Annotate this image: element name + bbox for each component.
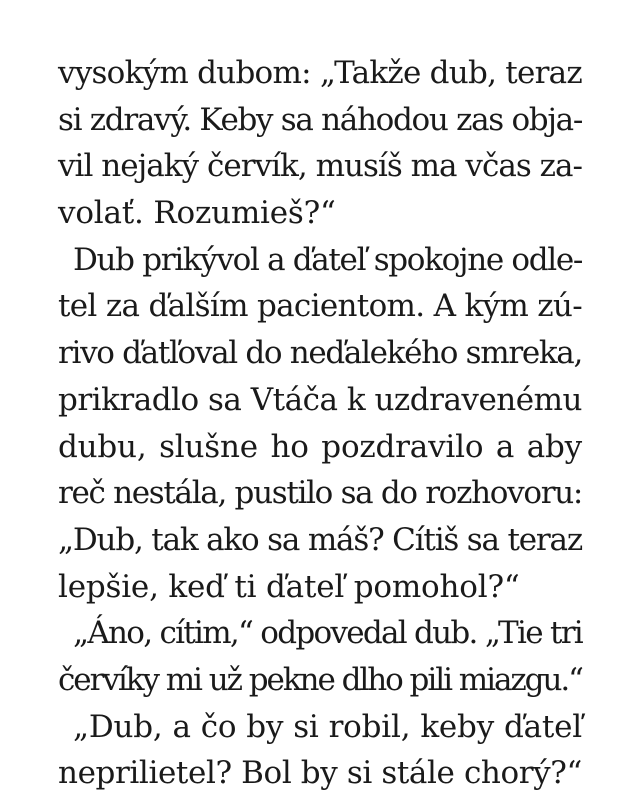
paragraph	[58, 610, 582, 703]
paragraph	[58, 237, 582, 611]
book-page-text	[58, 50, 582, 797]
paragraph	[58, 704, 582, 797]
text-line: „Dub, tak ako sa máš? Cítiš sa teraz	[58, 521, 582, 558]
text-line: červíky mi už pekne dlho pili miazgu.“	[58, 661, 582, 698]
text-line: Dub prikývol a ďateľ spokojne odle-	[73, 241, 582, 278]
paragraph	[58, 50, 582, 237]
text-line: volať. Rozumieš?“	[58, 195, 336, 232]
text-line: lepšie, keď ti ďateľ pomohol?“	[58, 568, 520, 605]
text-line: tel za ďalším pacientom. A kým zú-	[58, 288, 582, 325]
text-line: reč nestála, pustilo sa do rozhovoru:	[58, 475, 582, 512]
text-line: „Dub, a čo by si robil, keby ďateľ	[73, 708, 582, 745]
text-line: neprilietel? Bol by si stále chorý?“	[58, 755, 582, 792]
text-line: vysokým dubom: „Takže dub, teraz	[58, 55, 582, 91]
text-line: prikradlo sa Vtáča k uzdravenému	[58, 381, 582, 418]
text-line: rivo ďatľoval do neďalekého smreka,	[58, 335, 582, 372]
text-line: dubu, slušne ho pozdravilo a aby	[58, 428, 582, 465]
text-line: „Áno, cítim,“ odpovedal dub. „Tie tri	[73, 615, 582, 652]
text-line: vil nejaký červík, musíš ma včas za-	[58, 148, 582, 185]
text-line: si zdravý. Keby sa náhodou zas obja-	[58, 101, 582, 138]
